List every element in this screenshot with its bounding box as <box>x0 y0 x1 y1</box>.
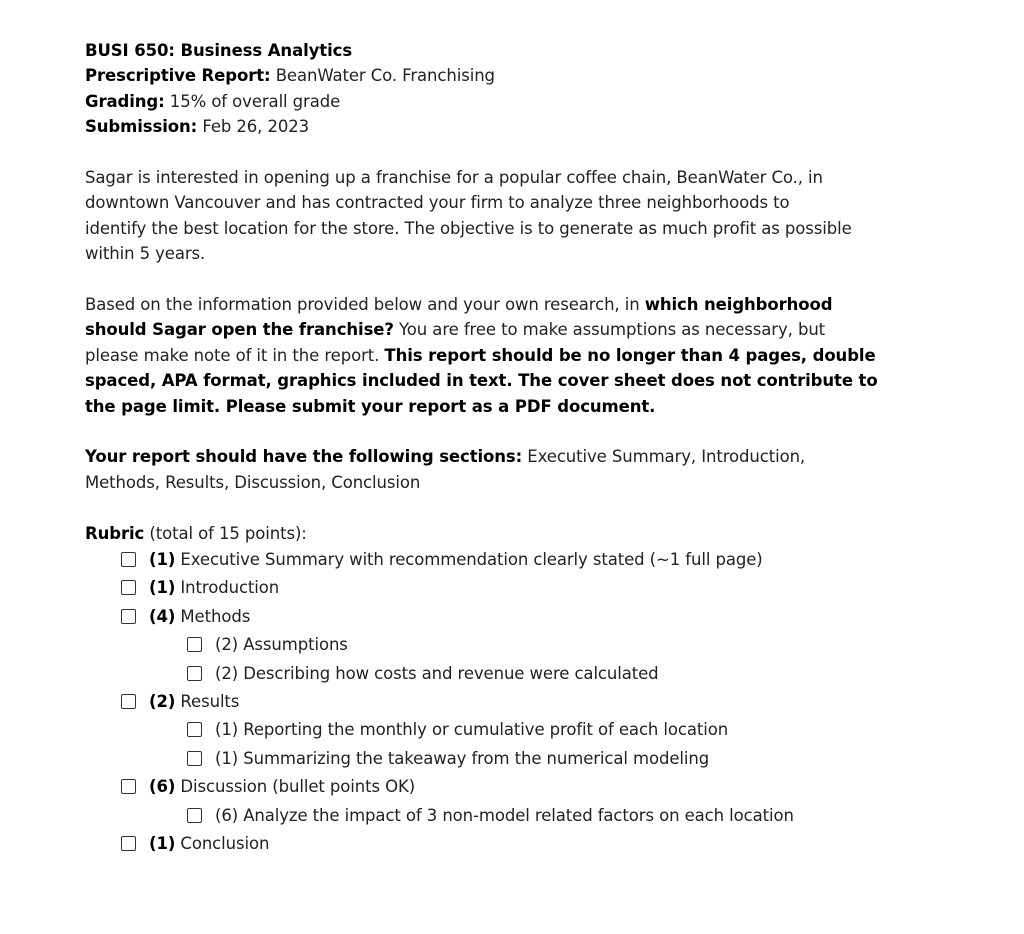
task-line: the page limit. Please submit your report as a PDF document. <box>85 396 656 416</box>
intro-paragraph <box>85 165 984 267</box>
rubric-subitem-takeaway: (1) Summarizing the takeaway from the numerical modeling <box>85 745 984 773</box>
rubric-checklist <box>85 546 984 858</box>
course-title: BUSI 650: Business Analytics <box>85 41 353 60</box>
rubric-subitem-costs-revenue: (2) Describing how costs and revenue were calculated <box>85 660 984 688</box>
grading-line: Grading: 15% of overall grade <box>85 91 341 111</box>
rubric-subitem-assumptions: (2) Assumptions <box>85 631 984 659</box>
rubric-heading: Rubric (total of 15 points): <box>85 523 307 543</box>
checkbox[interactable] <box>121 580 136 595</box>
rubric-item-conclusion: (1) Conclusion <box>85 830 984 858</box>
rubric-subitem-profit: (1) Reporting the monthly or cumulative profit of each location <box>85 716 984 744</box>
sections-line: Methods, Results, Discussion, Conclusion <box>85 472 421 492</box>
checkbox[interactable] <box>121 779 136 794</box>
rubric-item-discussion: (6) Discussion (bullet points OK) <box>85 773 984 801</box>
intro-line: identify the best location for the store. The objective is to generate as much profit as possible <box>85 218 852 238</box>
header-block <box>85 38 984 140</box>
sections-paragraph <box>85 444 984 495</box>
report-line: Prescriptive Report: BeanWater Co. Franchising <box>85 66 495 86</box>
checkbox[interactable] <box>187 666 202 681</box>
task-line: should Sagar open the franchise? You are free to make assumptions as necessary, but <box>85 320 826 340</box>
sections-line: Your report should have the following sections: Executive Summary, Introduction, <box>85 447 806 467</box>
rubric-item-executive-summary: (1) Executive Summary with recommendation clearly stated (~1 full page) <box>85 546 984 574</box>
task-line: spaced, APA format, graphics included in text. The cover sheet does not contribute to <box>85 371 878 391</box>
report-value: BeanWater Co. Franchising <box>275 66 495 86</box>
checkbox[interactable] <box>187 808 202 823</box>
rubric-item-results: (2) Results <box>85 688 984 716</box>
checkbox[interactable] <box>121 609 136 624</box>
submission-line: Submission: Feb 26, 2023 <box>85 117 310 137</box>
checkbox[interactable] <box>121 836 136 851</box>
grading-value: 15% of overall grade <box>169 91 341 111</box>
checkbox[interactable] <box>187 722 202 737</box>
rubric-section <box>85 521 984 859</box>
intro-line: Sagar is interested in opening up a franchise for a popular coffee chain, BeanWater Co., in <box>85 168 823 188</box>
checkbox[interactable] <box>121 552 136 567</box>
task-paragraph <box>85 292 984 419</box>
rubric-item-introduction: (1) Introduction <box>85 574 984 602</box>
checkbox[interactable] <box>121 694 136 709</box>
intro-line: downtown Vancouver and has contracted your firm to analyze three neighborhoods to <box>85 193 790 213</box>
task-line: please make note of it in the report. This report should be no longer than 4 pages, double <box>85 345 876 365</box>
rubric-item-methods: (4) Methods <box>85 603 984 631</box>
submission-value: Feb 26, 2023 <box>202 117 310 137</box>
rubric-subitem-factors: (6) Analyze the impact of 3 non-model related factors on each location <box>85 802 984 830</box>
intro-line: within 5 years. <box>85 244 206 264</box>
checkbox[interactable] <box>187 751 202 766</box>
task-line: Based on the information provided below and your own research, in which neighborhood <box>85 295 833 315</box>
checkbox[interactable] <box>187 637 202 652</box>
